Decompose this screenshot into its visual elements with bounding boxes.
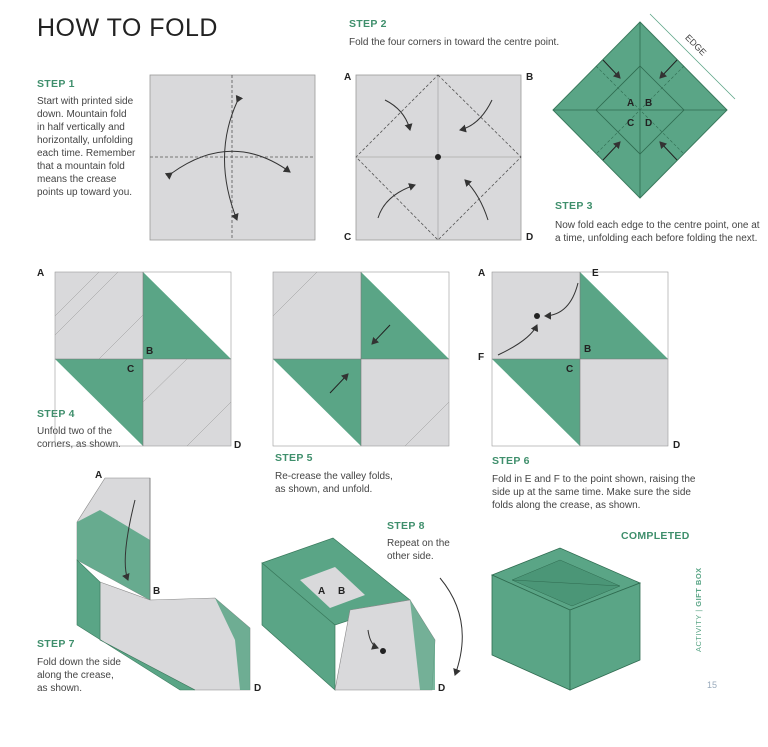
step-3-diagram — [553, 14, 735, 198]
step-text-line: corners, as shown. — [37, 439, 121, 450]
step-text-line: Fold down the side — [37, 657, 121, 668]
step-heading: STEP 8 — [387, 520, 425, 532]
step-4-diagram — [55, 272, 231, 446]
sidebar-topic: GIFT BOX — [694, 567, 703, 607]
label-b: B — [146, 346, 154, 357]
step-5-diagram — [273, 272, 449, 446]
step-text-line: a time, unfolding each before folding the next. — [555, 233, 758, 244]
step-text-line: Unfold two of the — [37, 426, 113, 437]
step-text-line: horizontally, unfolding — [37, 135, 133, 146]
label-c: C — [566, 364, 574, 375]
page-number: 15 — [707, 680, 718, 690]
label-e: E — [592, 268, 599, 279]
label-c: C — [127, 364, 135, 375]
label-b: B — [584, 344, 592, 355]
label-d: D — [526, 232, 534, 243]
step-1-diagram — [150, 75, 315, 240]
step-heading: STEP 3 — [555, 200, 593, 212]
edge-label: EDGE — [683, 32, 709, 58]
step-text-line: Re-crease the valley folds, — [275, 471, 393, 482]
step-heading: STEP 4 — [37, 408, 75, 420]
label-a: A — [627, 98, 635, 109]
step-heading: STEP 1 — [37, 78, 75, 90]
step-text-line: Fold the four corners in toward the centre point. — [349, 37, 560, 48]
label-d: D — [234, 440, 242, 451]
step-text-line: along the crease, — [37, 670, 114, 681]
sidebar-label: ACTIVITY | GIFT BOX — [694, 567, 703, 652]
step-text-line: that a mountain fold — [37, 161, 125, 172]
label-f: F — [478, 352, 485, 363]
step-text-line: in half vertically and — [37, 122, 125, 133]
step-6-diagram — [492, 272, 668, 446]
step-7-diagram — [77, 478, 250, 690]
step-2-diagram — [356, 75, 521, 240]
label-d: D — [254, 683, 262, 694]
step-text-line: points up toward you. — [37, 187, 133, 198]
label-c: C — [627, 118, 635, 129]
step-text-line: each time. Remember — [37, 148, 136, 159]
label-b: B — [338, 586, 346, 597]
step-text-line: as shown, and unfold. — [275, 484, 373, 495]
step-text-line: Start with printed side — [37, 96, 134, 107]
label-d: D — [673, 440, 681, 451]
step-8-diagram — [262, 538, 462, 690]
label-b: B — [645, 98, 653, 109]
completed-heading: COMPLETED — [621, 530, 690, 542]
label-d: D — [645, 118, 653, 129]
step-heading: STEP 7 — [37, 638, 75, 650]
page-title: HOW TO FOLD — [37, 14, 218, 42]
step-text-line: Now fold each edge to the centre point, one at — [555, 220, 760, 231]
step-text-line: means the crease — [37, 174, 117, 185]
step-heading: STEP 2 — [349, 18, 387, 30]
step-text-line: Fold in E and F to the point shown, raising the — [492, 474, 696, 485]
step-text-line: side up at the same time. Make sure the side — [492, 487, 691, 498]
label-a: A — [478, 268, 486, 279]
completed-diagram — [492, 548, 640, 690]
label-d: D — [438, 683, 446, 694]
step-text-line: folds along the crease, as shown. — [492, 500, 641, 511]
step-text-line: other side. — [387, 551, 434, 562]
label-a: A — [344, 72, 352, 83]
step-text-line: Repeat on the — [387, 538, 450, 549]
label-a: A — [95, 470, 103, 481]
step-text-line: as shown. — [37, 683, 83, 694]
step-heading: STEP 5 — [275, 452, 313, 464]
sidebar-section: ACTIVITY — [694, 614, 703, 652]
label-c: C — [344, 232, 352, 243]
label-a: A — [37, 268, 45, 279]
label-b: B — [526, 72, 534, 83]
step-text-line: down. Mountain fold — [37, 109, 127, 120]
step-heading: STEP 6 — [492, 455, 530, 467]
label-a: A — [318, 586, 326, 597]
label-b: B — [153, 586, 161, 597]
